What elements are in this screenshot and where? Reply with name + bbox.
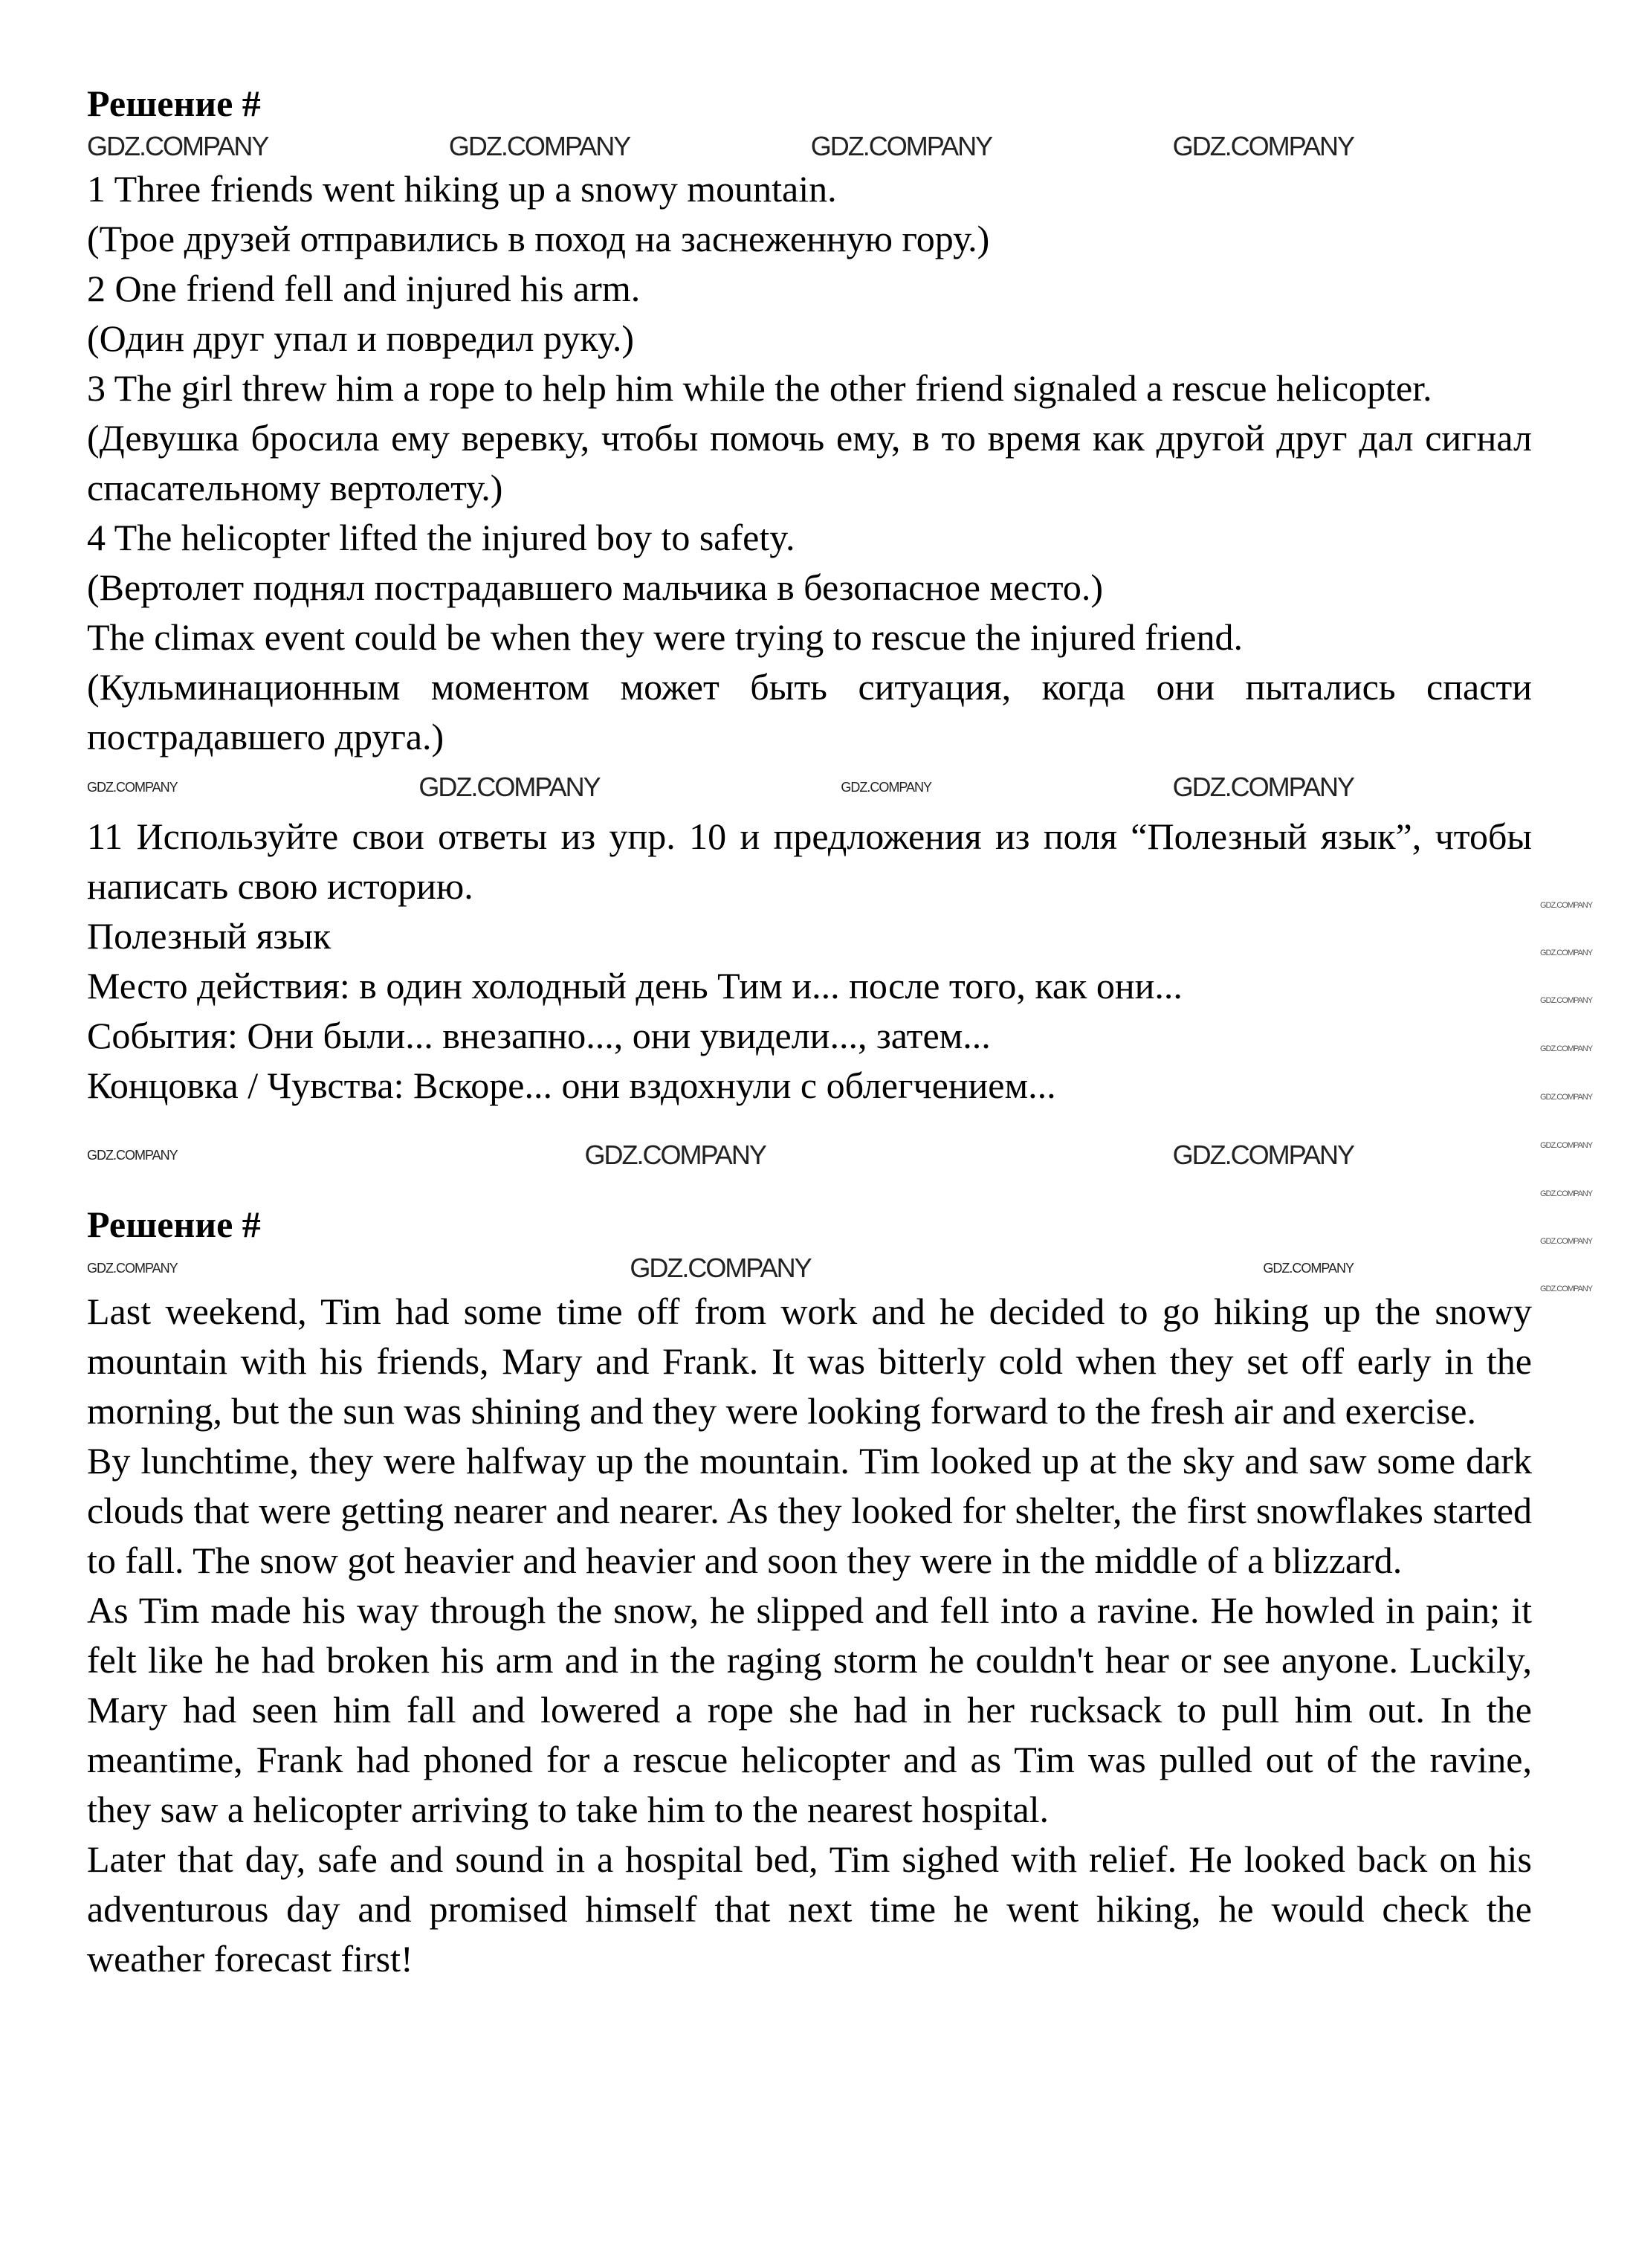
watermark-row <box>87 129 1532 164</box>
answer-translation: (Трое друзей отправились в поход на заснеженную гору.) <box>87 218 990 259</box>
watermark: GDZ.COMPANY <box>418 771 600 802</box>
watermark: GDZ.COMPANY <box>87 779 178 795</box>
useful-language-item: Место действия: в один холодный день Тим и... после того, как они... <box>87 965 1183 1007</box>
story-paragraph: Last weekend, Tim had some time off from work and he decided to go hiking up the snowy mountain with his friends, Mary and Frank. It was bitterly cold when they set off early in the morning, but the sun was shining and they were looking forward to the fresh air and exercise. <box>87 1290 1532 1432</box>
watermark: GDZ.COMPANY <box>1540 949 1593 957</box>
watermark: GDZ.COMPANY <box>630 1253 811 1283</box>
watermark: GDZ.COMPANY <box>87 1261 178 1276</box>
answer-line: 1 Three friends went hiking up a snowy mountain. <box>87 168 837 210</box>
story-paragraph: By lunchtime, they were halfway up the mountain. Tim looked up at the sky and saw some dark clouds that were getting nearer and nearer. As they looked for shelter, the first snowflakes started to fall. The snow got heavier and heavier and soon they were in the middle of a blizzard. <box>87 1440 1532 1581</box>
answer-line: 4 The helicopter lifted the injured boy to safety. <box>87 517 795 558</box>
answer-translation: (Один друг упал и повредил руку.) <box>87 317 635 359</box>
watermark: GDZ.COMPANY <box>1172 131 1354 161</box>
watermark-row <box>87 762 1532 812</box>
climax-translation: (Кульминационным моментом может быть ситуация, когда они пытались спасти пострадавшего друга.) <box>87 666 1532 757</box>
watermark: GDZ.COMPANY <box>1540 1237 1593 1246</box>
solution-heading-1: Решение # <box>87 83 261 124</box>
watermark: GDZ.COMPANY <box>810 131 992 161</box>
story-paragraph: Later that day, safe and sound in a hospital bed, Tim sighed with relief. He looked back on his adventurous day and promised himself that next time he went hiking, he would check the weather forecast first! <box>87 1838 1532 1980</box>
watermark: GDZ.COMPANY <box>584 1140 766 1170</box>
watermark: GDZ.COMPANY <box>87 131 268 161</box>
watermark: GDZ.COMPANY <box>1263 1261 1354 1276</box>
story-paragraph: As Tim made his way through the snow, he slipped and fell into a ravine. He howled in pain; it felt like he had broken his arm and in the raging storm he couldn't hear or see anyone. Luckily, Mary had seen him fall and lowered a rope she had in her rucksack to pull him out. In the meantime, Frank had phoned for a rescue helicopter and as Tim was pulled out of the ravine, they saw a helicopter arriving to take him to the nearest hospital. <box>87 1589 1532 1830</box>
watermark: GDZ.COMPANY <box>1540 996 1593 1005</box>
answer-line: 3 The girl threw him a rope to help him while the other friend signaled a rescue helicopter. <box>87 367 1432 409</box>
watermark: GDZ.COMPANY <box>1540 1044 1593 1053</box>
answer-translation: (Вертолет поднял пострадавшего мальчика в безопасное место.) <box>87 566 1104 608</box>
useful-language-item: События: Они были... внезапно..., они увидели..., затем... <box>87 1015 991 1056</box>
watermark: GDZ.COMPANY <box>87 1148 178 1163</box>
watermark: GDZ.COMPANY <box>1540 901 1593 910</box>
watermark: GDZ.COMPANY <box>1172 771 1354 802</box>
solution-heading-2: Решение # <box>87 1204 261 1245</box>
watermark-row <box>87 1111 1532 1200</box>
task-11-instruction: 11 Используйте свои ответы из упр. 10 и предложения из поля “Полезный язык”, чтобы написать свою историю. <box>87 815 1532 907</box>
watermark: GDZ.COMPANY <box>1540 1189 1593 1198</box>
answer-line: 2 One friend fell and injured his arm. <box>87 268 641 309</box>
watermark: GDZ.COMPANY <box>1540 1285 1593 1293</box>
watermark: GDZ.COMPANY <box>1172 1140 1354 1170</box>
watermark: GDZ.COMPANY <box>841 779 931 795</box>
answer-translation: (Девушка бросила ему веревку, чтобы помочь ему, в то время как другой друг дал сигнал спасательному вертолету.) <box>87 417 1532 508</box>
document-page <box>87 79 1532 1984</box>
watermark: GDZ.COMPANY <box>1540 1141 1593 1150</box>
useful-language-item: Концовка / Чувства: Вскоре... они вздохнули с облегчением... <box>87 1064 1056 1106</box>
watermark: GDZ.COMPANY <box>1540 1093 1593 1102</box>
useful-language-title: Полезный язык <box>87 915 332 957</box>
watermark-row <box>87 1250 1532 1287</box>
watermark: GDZ.COMPANY <box>448 131 630 161</box>
climax-line: The climax event could be when they were trying to rescue the injured friend. <box>87 616 1243 658</box>
